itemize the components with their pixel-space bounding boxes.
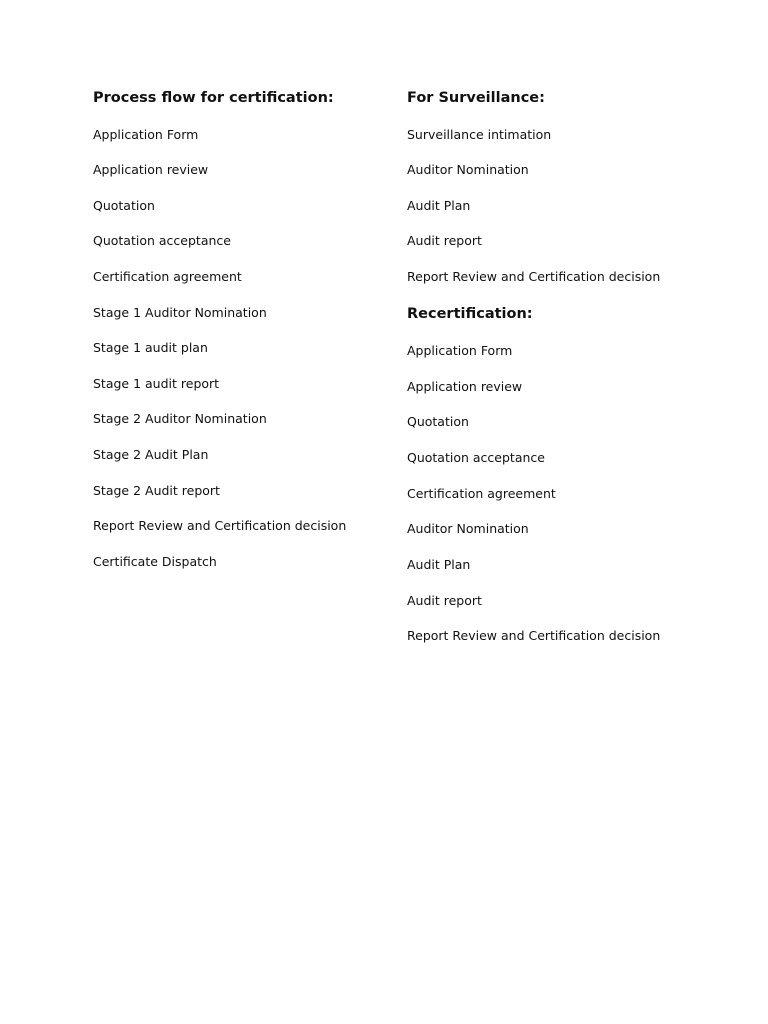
certification-step: Stage 1 Auditor Nomination xyxy=(93,305,267,320)
surveillance-step: Audit Plan xyxy=(407,198,471,213)
surveillance-step: Surveillance intimation xyxy=(407,127,552,142)
surveillance-step: Auditor Nomination xyxy=(407,162,529,177)
certification-heading: Process flow for certification: xyxy=(93,90,334,106)
certification-step: Stage 2 Audit report xyxy=(93,483,220,498)
surveillance-step: Report Review and Certification decision xyxy=(407,269,661,284)
recertification-step: Report Review and Certification decision xyxy=(407,628,661,643)
certification-step: Stage 1 audit plan xyxy=(93,340,208,355)
certification-step: Quotation acceptance xyxy=(93,233,231,248)
certification-step: Certificate Dispatch xyxy=(93,554,217,569)
certification-step: Quotation xyxy=(93,198,155,213)
recertification-step: Quotation xyxy=(407,414,469,429)
recertification-step: Certification agreement xyxy=(407,486,556,501)
surveillance-step: Audit report xyxy=(407,233,482,248)
recertification-step: Audit Plan xyxy=(407,557,471,572)
recertification-step: Auditor Nomination xyxy=(407,521,529,536)
recertification-step: Application review xyxy=(407,379,523,394)
certification-step: Report Review and Certification decision xyxy=(93,518,347,533)
certification-step: Stage 1 audit report xyxy=(93,376,220,391)
recertification-step: Application Form xyxy=(407,343,513,358)
surveillance-heading: For Surveillance: xyxy=(407,90,545,106)
certification-step: Application review xyxy=(93,162,209,177)
recertification-step: Quotation acceptance xyxy=(407,450,545,465)
certification-step: Application Form xyxy=(93,127,199,142)
certification-step: Certification agreement xyxy=(93,269,242,284)
certification-step: Stage 2 Auditor Nomination xyxy=(93,411,267,426)
recertification-heading: Recertification: xyxy=(407,306,533,322)
recertification-step: Audit report xyxy=(407,593,482,608)
certification-step: Stage 2 Audit Plan xyxy=(93,447,209,462)
